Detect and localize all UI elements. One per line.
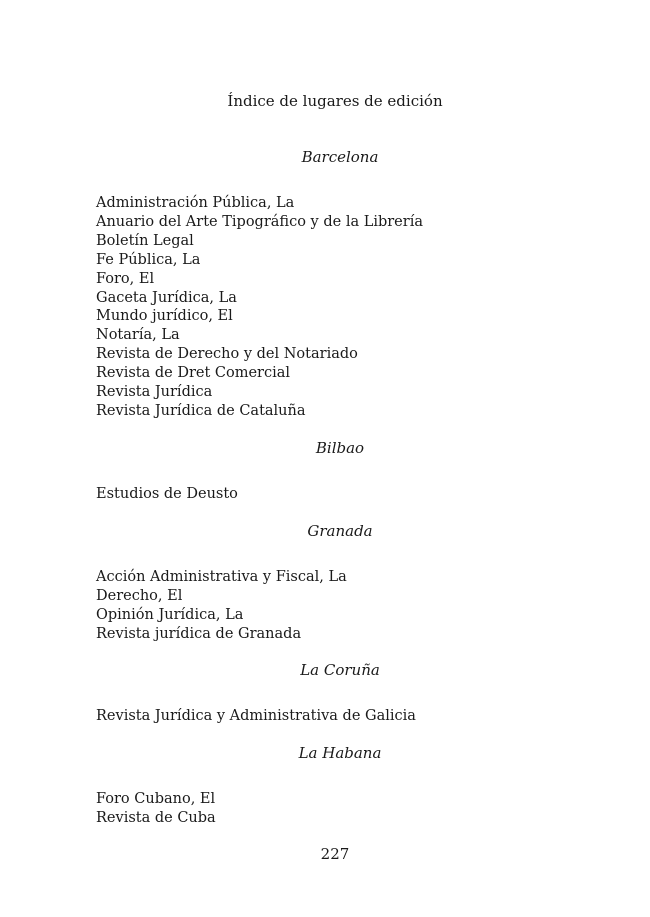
section-bilbao <box>96 437 576 504</box>
list-item: Administración Pública, La <box>96 195 295 211</box>
list-item: Foro Cubano, El <box>96 791 216 808</box>
section-la-coruna <box>96 659 576 726</box>
list-item: Revista Jurídica de Cataluña <box>96 402 306 419</box>
page-number: 227 <box>320 845 350 863</box>
list-item: Anuario del Arte Tipográfico y de la Librería <box>96 213 423 230</box>
city-heading: Granada <box>307 521 373 540</box>
section-granada <box>96 520 576 644</box>
list-item: Foro, El <box>96 270 155 287</box>
entry-list <box>96 568 576 644</box>
list-item: Revista jurídica de Granada <box>96 625 302 642</box>
section-la-habana <box>96 742 576 828</box>
list-item: Fe Pública, La <box>96 251 201 268</box>
entry-list <box>96 707 576 726</box>
city-heading: La Coruña <box>300 661 380 680</box>
page-title: Índice de lugares de edición <box>227 92 443 110</box>
list-item: Revista Jurídica <box>96 384 213 401</box>
list-item: Revista de Derecho y del Notariado <box>96 346 358 363</box>
list-item: Revista Jurídica y Administrativa de Galicia <box>96 708 416 725</box>
list-item: Opinión Jurídica, La <box>96 606 244 623</box>
list-item: Revista de Dret Comercial <box>96 365 291 382</box>
list-item: Boletín Legal <box>96 232 194 249</box>
entry-list <box>96 194 576 421</box>
list-item: Notaría, La <box>96 327 180 344</box>
list-item: Derecho, El <box>96 587 183 604</box>
list-item: Estudios de Deusto <box>96 485 238 502</box>
entry-list <box>96 790 576 828</box>
city-heading: La Habana <box>298 744 382 763</box>
list-item: Revista de Cuba <box>96 810 216 827</box>
list-item: Mundo jurídico, El <box>96 308 233 325</box>
city-heading: Bilbao <box>315 438 365 457</box>
list-item: Acción Administrativa y Fiscal, La <box>96 568 347 585</box>
list-item: Gaceta Jurídica, La <box>96 289 237 306</box>
city-heading: Barcelona <box>301 148 379 166</box>
section-barcelona <box>96 146 576 421</box>
entry-list <box>96 485 576 504</box>
index-content <box>96 146 576 844</box>
